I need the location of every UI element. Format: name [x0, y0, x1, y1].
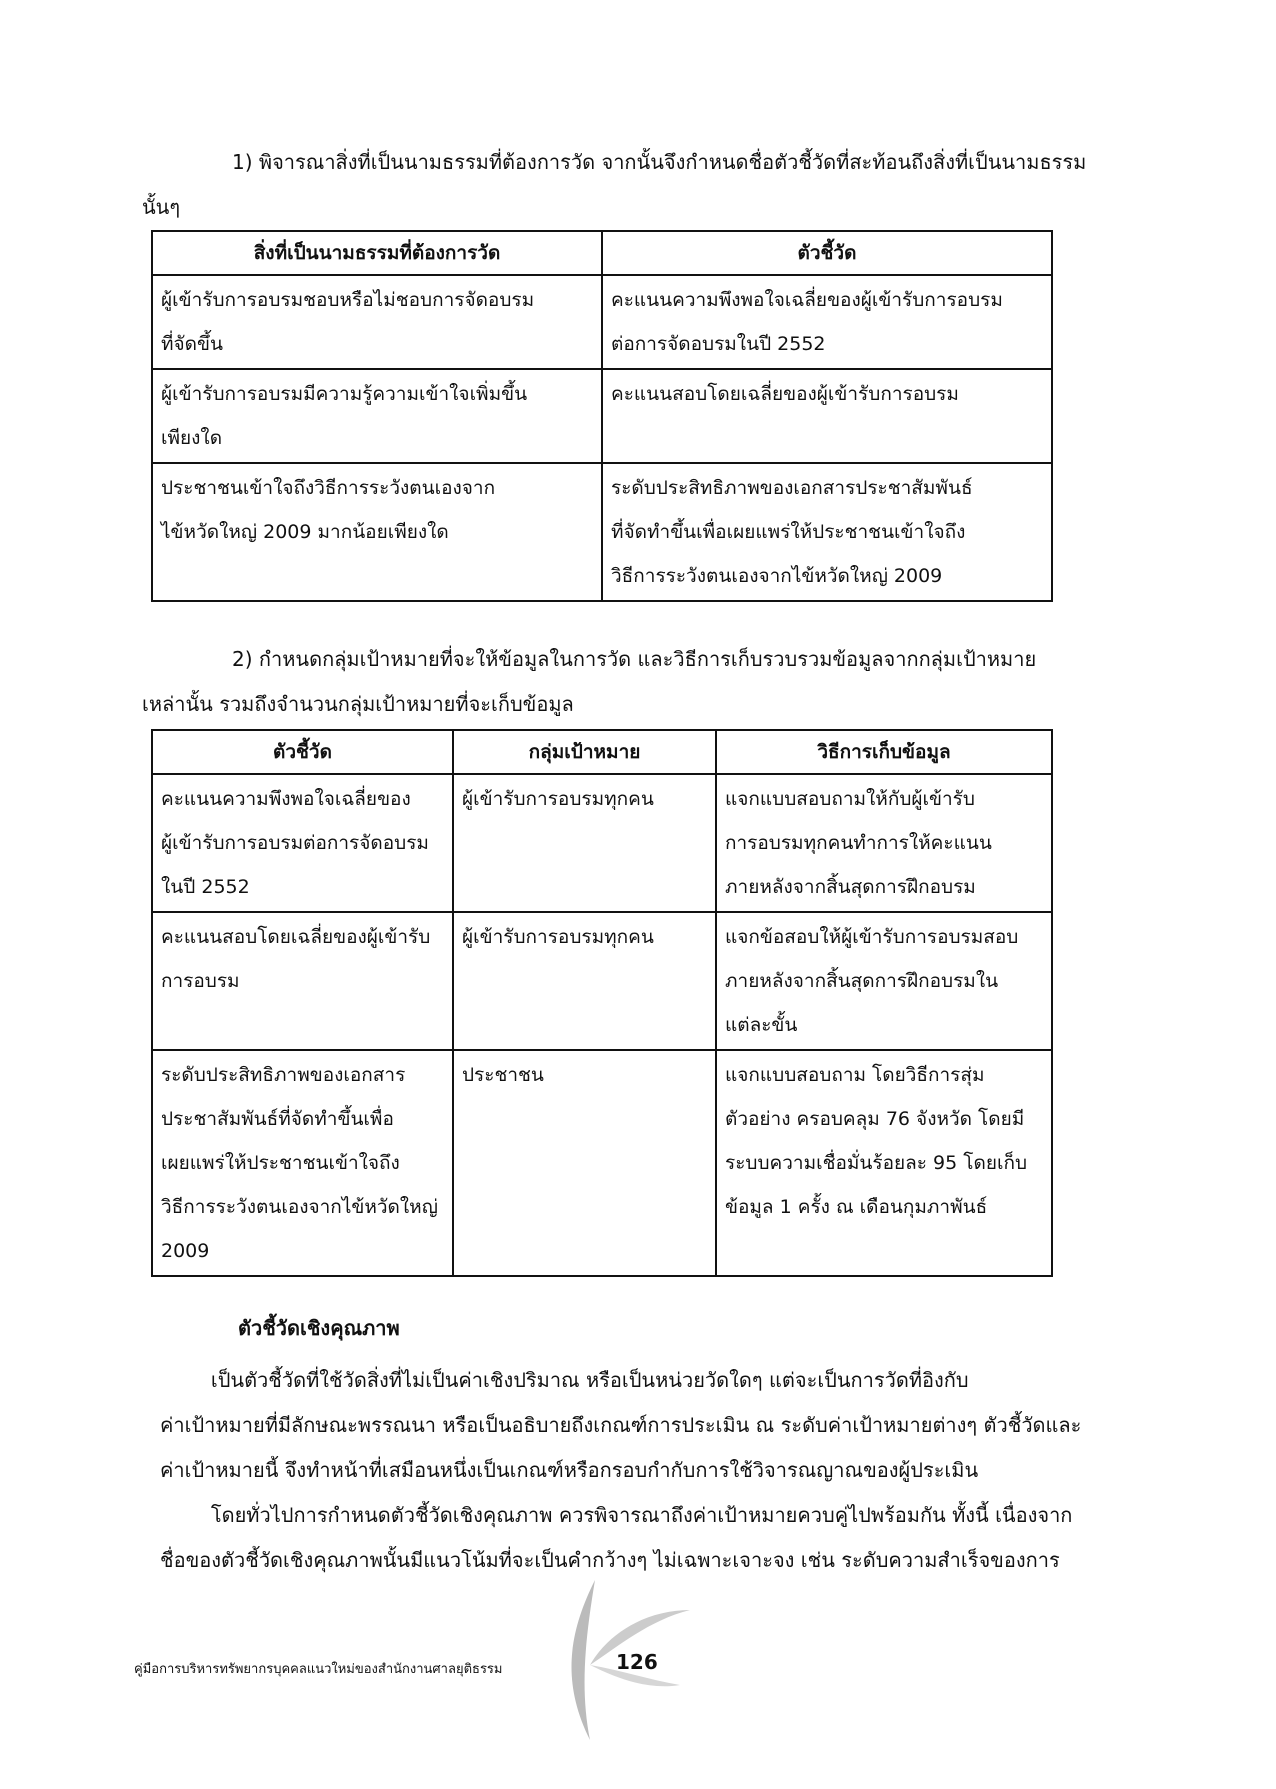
- section-heading: ตัวชี้วัดเชิงคุณภาพ: [238, 1316, 400, 1340]
- table-header: ตัวชี้วัด: [152, 730, 453, 774]
- page-number: 126: [616, 1650, 658, 1674]
- table-row: [152, 912, 1052, 1050]
- table-cell: คะแนนความพึงพอใจเฉลี่ยของ ผู้เข้ารับการอบรมต่อการจัดอบรม ในปี 2552: [152, 774, 453, 912]
- table-row: [152, 369, 1052, 463]
- table-cell: คะแนนสอบโดยเฉลี่ยของผู้เข้ารับ การอบรม: [152, 912, 453, 1050]
- table-cell: ผู้เข้ารับการอบรมชอบหรือไม่ชอบการจัดอบรม ที่จัดขึ้น: [152, 275, 602, 369]
- section2-intro-line1: 2) กำหนดกลุ่มเป้าหมายที่จะให้ข้อมูลในการวัด และวิธีการเก็บรวบรวมข้อมูลจากกลุ่มเป้าหมาย: [232, 647, 1037, 671]
- section2-intro: [142, 637, 1118, 727]
- table-cell: ประชาชนเข้าใจถึงวิธีการระวังตนเองจาก ไข้หวัดใหญ่ 2009 มากน้อยเพียงใด: [152, 463, 602, 601]
- table-cell: แจกข้อสอบให้ผู้เข้ารับการอบรมสอบ ภายหลังจากสิ้นสุดการฝึกอบรมใน แต่ละขั้น: [716, 912, 1052, 1050]
- table-cell: คะแนนสอบโดยเฉลี่ยของผู้เข้ารับการอบรม: [602, 369, 1052, 463]
- table-header: กลุ่มเป้าหมาย: [453, 730, 716, 774]
- abstract-indicator-table: [151, 230, 1053, 602]
- table-cell: ระดับประสิทธิภาพของเอกสารประชาสัมพันธ์ ที่จัดทำขึ้นเพื่อเผยแพร่ให้ประชาชนเข้าใจถึง วิธีการระวังตนเองจากไข้หวัดใหญ่ 2009: [602, 463, 1052, 601]
- body-line: เป็นตัวชี้วัดที่ใช้วัดสิ่งที่ไม่เป็นค่าเชิงปริมาณ หรือเป็นหน่วยวัดใดๆ แต่จะเป็นการวัดที่อิงกับ: [160, 1368, 969, 1392]
- table-row: [152, 774, 1052, 912]
- table-cell: ประชาชน: [453, 1050, 716, 1276]
- footer-book-title: คู่มือการบริหารทรัพยากรบุคคลแนวใหม่ของสำนักงานศาลยุติธรรม: [134, 1662, 503, 1677]
- section2-intro-line2: เหล่านั้น รวมถึงจำนวนกลุ่มเป้าหมายที่จะเก็บข้อมูล: [142, 692, 574, 716]
- body-line: ชื่อของตัวชี้วัดเชิงคุณภาพนั้นมีแนวโน้มที่จะเป็นคำกว้างๆ ไม่เฉพาะเจาะจง เช่น ระดับความสำเร็จของการ: [160, 1548, 1060, 1572]
- section3-body: [160, 1358, 1116, 1583]
- table-cell: แจกแบบสอบถามให้กับผู้เข้ารับ การอบรมทุกคนทำการให้คะแนน ภายหลังจากสิ้นสุดการฝึกอบรม: [716, 774, 1052, 912]
- table-cell: ระดับประสิทธิภาพของเอกสาร ประชาสัมพันธ์ที่จัดทำขึ้นเพื่อ เผยแพร่ให้ประชาชนเข้าใจถึง วิธีการระวังตนเองจากไข้หวัดใหญ่ 2009: [152, 1050, 453, 1276]
- section1-intro-line1: 1) พิจารณาสิ่งที่เป็นนามธรรมที่ต้องการวัด จากนั้นจึงกำหนดชื่อตัวชี้วัดที่สะท้อนถึงสิ่งที่เป็นนามธรรม: [232, 150, 1087, 174]
- target-group-table: [151, 729, 1053, 1277]
- section1-intro-line2: นั้นๆ: [142, 195, 181, 219]
- body-line: โดยทั่วไปการกำหนดตัวชี้วัดเชิงคุณภาพ ควรพิจารณาถึงค่าเป้าหมายควบคู่ไปพร้อมกัน ทั้งนี้ เนื่องจาก: [160, 1503, 1073, 1527]
- table-cell: คะแนนความพึงพอใจเฉลี่ยของผู้เข้ารับการอบรม ต่อการจัดอบรมในปี 2552: [602, 275, 1052, 369]
- body-line: ค่าเป้าหมายที่มีลักษณะพรรณนา หรือเป็นอธิบายถึงเกณฑ์การประเมิน ณ ระดับค่าเป้าหมายต่างๆ ตัวชี้วัดและ: [160, 1413, 1082, 1437]
- table-header: วิธีการเก็บข้อมูล: [716, 730, 1052, 774]
- table-cell: ผู้เข้ารับการอบรมมีความรู้ความเข้าใจเพิ่มขึ้น เพียงใด: [152, 369, 602, 463]
- table-cell: ผู้เข้ารับการอบรมทุกคน: [453, 912, 716, 1050]
- table-row: [152, 463, 1052, 601]
- body-line: ค่าเป้าหมายนี้ จึงทำหน้าที่เสมือนหนึ่งเป็นเกณฑ์หรือกรอบกำกับการใช้วิจารณญาณของผู้ประเมิน: [160, 1458, 979, 1482]
- table-header: ตัวชี้วัด: [602, 231, 1052, 275]
- table-cell: ผู้เข้ารับการอบรมทุกคน: [453, 774, 716, 912]
- table-cell: แจกแบบสอบถาม โดยวิธีการสุ่ม ตัวอย่าง ครอบคลุม 76 จังหวัด โดยมี ระบบความเชื่อมั่นร้อยละ 95 โดยเก็บ ข้อมูล 1 ครั้ง ณ เดือนกุมภาพันธ์: [716, 1050, 1052, 1276]
- table-row: [152, 1050, 1052, 1276]
- section1-intro: [142, 140, 1118, 230]
- table-row: [152, 275, 1052, 369]
- table-header: สิ่งที่เป็นนามธรรมที่ต้องการวัด: [152, 231, 602, 275]
